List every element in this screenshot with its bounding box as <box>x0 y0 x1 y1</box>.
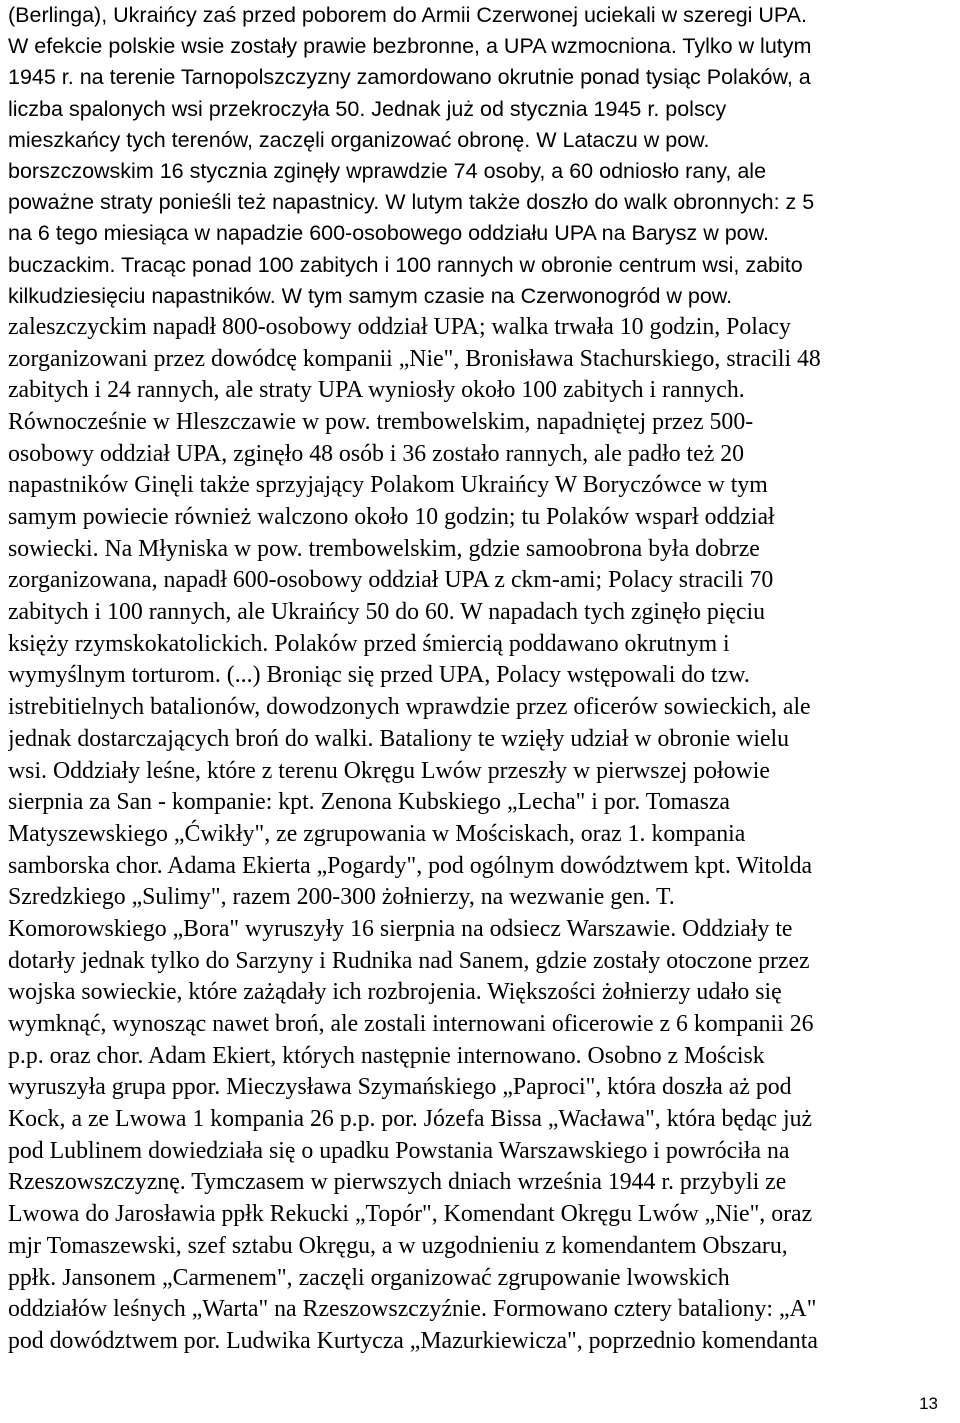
text-line: 1945 r. na terenie Tarnopolszczyzny zamordowano okrutnie ponad tysiąc Polaków, a <box>8 65 811 90</box>
text-line: Kock, a ze Lwowa 1 kompania 26 p.p. por. Józefa Bissa „Wacława", która będąc już <box>8 1106 813 1133</box>
text-line: W efekcie polskie wsie zostały prawie bezbronne, a UPA wzmocniona. Tylko w lutym <box>8 34 812 59</box>
text-line: na 6 tego miesiąca w napadzie 600-osobowego oddziału UPA na Barysz w pow. <box>8 221 769 246</box>
text-line: wsi. Oddziały leśne, które z terenu Okręgu Lwów przeszły w pierwszej połowie <box>8 757 770 784</box>
text-line: sowiecki. Na Młyniska w pow. trembowelskim, gdzie samoobrona była dobrze <box>8 535 760 562</box>
text-line: pod dowództwem por. Ludwika Kurtycza „Mazurkiewicza", poprzednio komendanta <box>8 1327 818 1354</box>
text-line: jednak dostarczających broń do walki. Bataliony te wzięły udział w obronie wielu <box>8 725 790 752</box>
text-line: zorganizowana, napadł 600-osobowy oddział UPA z ckm-ami; Polacy stracili 70 <box>8 567 774 594</box>
text-line: dotarły jednak tylko do Sarzyny i Rudnika nad Sanem, gdzie zostały otoczone przez <box>8 947 810 974</box>
text-line: zabitych i 100 rannych, ale Ukraińcy 50 do 60. W napadach tych zginęło pięciu <box>8 599 766 626</box>
text-line: sierpnia za San - kompanie: kpt. Zenona Kubskiego „Lecha" i por. Tomasza <box>8 789 730 816</box>
text-line: ppłk. Jansonem „Carmenem", zaczęli organizować zgrupowanie lwowskich <box>8 1264 730 1291</box>
text-line: mieszkańcy tych terenów, zaczęli organizować obronę. W Lataczu w pow. <box>8 127 710 152</box>
text-line: kilkudziesięciu napastników. W tym samym czasie na Czerwonogród w pow. <box>8 283 733 308</box>
text-line: Lwowa do Jarosławia ppłk Rekucki „Topór", Komendant Okręgu Lwów „Nie", oraz <box>8 1201 813 1228</box>
text-line: Komorowskiego „Bora" wyruszyły 16 sierpnia na odsiecz Warszawie. Oddziały te <box>8 915 793 942</box>
text-line: Matyszewskiego „Ćwikły", ze zgrupowania w Mościskach, oraz 1. kompania <box>8 820 746 847</box>
text-line: napastników Ginęli także sprzyjający Polakom Ukraińcy W Boryczówce w tym <box>8 472 768 499</box>
text-line: Równocześnie w Hleszczawie w pow. trembowelskim, napadniętej przez 500- <box>8 408 754 435</box>
text-line: oddziałów leśnych „Warta" na Rzeszowszczyźnie. Formowano cztery bataliony: „A" <box>8 1296 817 1323</box>
text-line: zorganizowani przez dowódcę kompanii „Nie", Bronisława Stachurskiego, stracili 48 <box>8 345 821 372</box>
text-line: borszczowskim 16 stycznia zginęły wprawdzie 74 osoby, a 60 odniosło rany, ale <box>8 158 767 183</box>
text-line: wymknąć, wynosząc nawet broń, ale zostali internowani oficerowie z 6 kompanii 26 <box>8 1011 814 1037</box>
text-line: Szredzkiego „Sulimy", razem 200-300 żołnierzy, na wezwanie gen. T. <box>8 884 675 911</box>
text-line: osobowy oddział UPA, zginęło 48 osób i 36 zostało rannych, ale padło też 20 <box>8 440 745 467</box>
page-number: 13 <box>919 1394 938 1413</box>
text-line: Rzeszowszczyznę. Tymczasem w pierwszych dniach września 1944 r. przybyli ze <box>8 1169 787 1196</box>
text-line: wyruszyła grupa ppor. Mieczysława Szymańskiego „Paproci", która doszła aż pod <box>8 1074 792 1101</box>
text-line: wojska sowieckie, które zażądały ich rozbrojenia. Większości żołnierzy udało się <box>8 979 782 1006</box>
text-line: (Berlinga), Ukraińcy zaś przed poborem do Armii Czerwonej uciekali w szeregi UPA. <box>8 3 807 27</box>
text-line: buczackim. Tracąc ponad 100 zabitych i 100 rannych w obronie centrum wsi, zabito <box>8 252 803 277</box>
text-line: zaleszczyckim napadł 800-osobowy oddział UPA; walka trwała 10 godzin, Polacy <box>8 313 791 340</box>
text-line: zabitych i 24 rannych, ale straty UPA wyniosły około 100 zabitych i rannych. <box>8 377 745 404</box>
text-line: samborska chor. Adama Ekierta „Pogardy", pod ogólnym dowództwem kpt. Witolda <box>8 852 813 879</box>
text-line: pod Lublinem dowiedziała się o upadku Powstania Warszawskiego i powróciła na <box>8 1137 790 1164</box>
text-line: poważne straty ponieśli też napastnicy. W lutym także doszło do walk obronnych: z 5 <box>8 190 815 215</box>
body-text <box>8 0 954 1358</box>
text-line: liczba spalonych wsi przekroczyła 50. Jednak już od stycznia 1945 r. polscy <box>8 96 727 121</box>
text-line: samym powiecie również walczono około 10 godzin; tu Polaków wsparł oddział <box>8 504 775 530</box>
text-line: księży rzymskokatolickich. Polaków przed śmiercią poddawano okrutnym i <box>8 630 730 657</box>
text-line: p.p. oraz chor. Adam Ekiert, których następnie internowano. Osobno z Mościsk <box>8 1042 765 1069</box>
text-line: mjr Tomaszewski, szef sztabu Okręgu, a w uzgodnieniu z komendantem Obszaru, <box>8 1232 788 1259</box>
text-line: istrebitielnych batalionów, dowodzonych wprawdzie przez oficerów sowieckich, ale <box>8 694 811 721</box>
text-line: wymyślnym torturom. (...) Broniąc się przed UPA, Polacy wstępowali do tzw. <box>8 662 750 689</box>
